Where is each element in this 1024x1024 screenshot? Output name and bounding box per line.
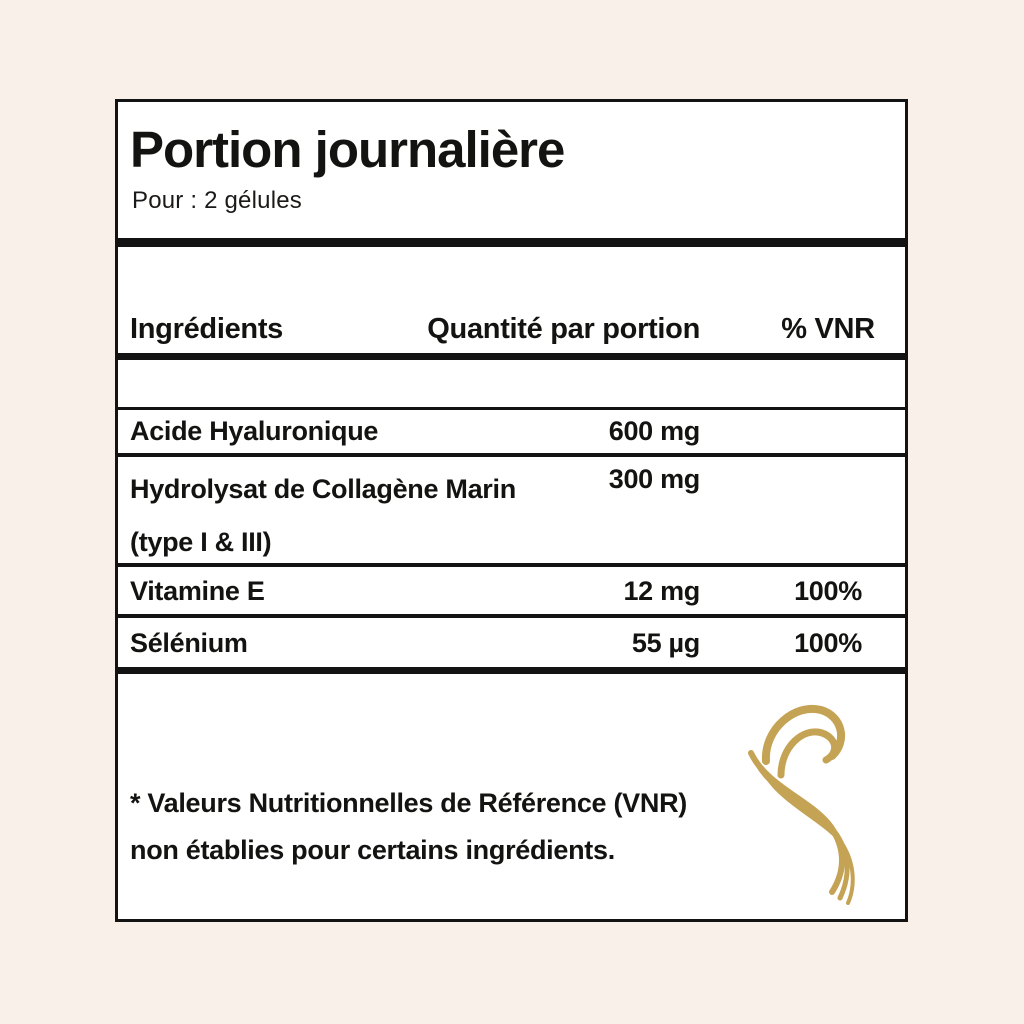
table-row — [118, 567, 905, 614]
nutrition-label-card — [115, 99, 908, 922]
ingredient-quantity: 300 mg — [608, 464, 700, 494]
ingredient-vnr: 100% — [794, 575, 862, 606]
table-row — [118, 408, 905, 453]
vnr-footnote — [130, 780, 687, 874]
column-header-vnr: % VNR — [781, 313, 875, 345]
column-header-ingredients: Ingrédients — [130, 313, 283, 345]
table-row — [118, 457, 905, 563]
ingredient-quantity: 600 mg — [608, 415, 700, 446]
page-title: Portion journalière — [130, 121, 565, 178]
ingredient-name: Sélénium — [130, 627, 248, 658]
table-row — [118, 618, 905, 667]
vnr-footnote-line2: non établies pour certains ingrédients. — [130, 835, 615, 865]
header-divider — [118, 238, 905, 247]
ingredient-quantity: 55 µg — [631, 627, 700, 658]
table-bottom-divider — [118, 667, 905, 674]
ingredient-quantity: 12 mg — [623, 575, 700, 606]
table-header-divider — [118, 353, 905, 360]
hair-swirl-icon — [745, 695, 890, 905]
vnr-footnote-line1: * Valeurs Nutritionnelles de Référence (VNR) — [130, 788, 687, 818]
ingredient-name-line2: (type I & III) — [130, 527, 272, 557]
ingredient-name: Acide Hyaluronique — [130, 415, 379, 446]
ingredient-name-line1: Hydrolysat de Collagène Marin — [130, 474, 516, 504]
ingredient-name: Vitamine E — [130, 575, 265, 606]
column-header-quantity: Quantité par portion — [427, 313, 700, 345]
ingredient-vnr: 100% — [794, 627, 862, 658]
serving-size-text: Pour : 2 gélules — [132, 187, 302, 214]
